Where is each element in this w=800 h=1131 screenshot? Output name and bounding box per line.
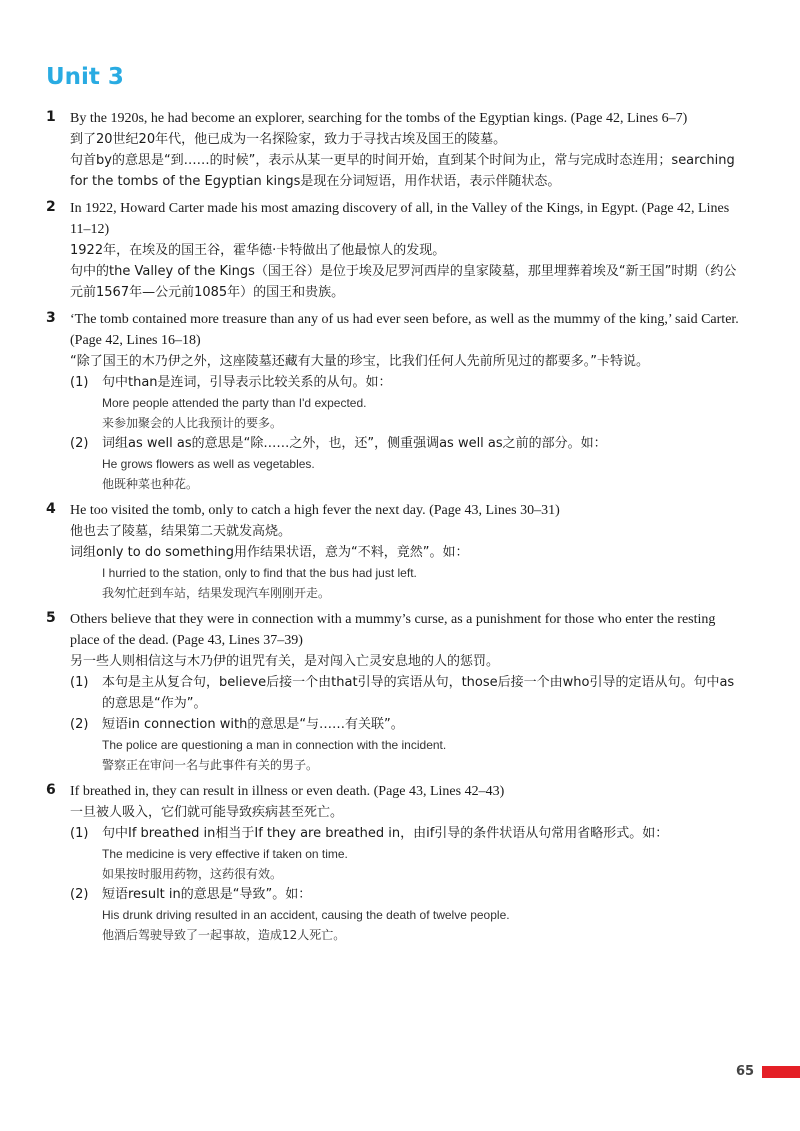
sub-text: 短语in connection with的意思是“与……有关联”。 — [102, 717, 404, 732]
item-number: 2 — [46, 199, 56, 215]
example-chinese: 来参加聚会的人比我预计的要多。 — [102, 416, 283, 430]
page-number: 65 — [736, 1064, 755, 1079]
page-accent-bar — [762, 1066, 800, 1078]
unit-title: Unit 3 — [46, 64, 124, 90]
sub-point — [70, 714, 746, 775]
item-english: Others believe that they were in connection with a mummy’s curse, as a punishment for those who enter the resting place of the dead. (Page 43, Lines 37–39) — [70, 612, 716, 648]
example-chinese: 我匆忙赶到车站，结果发现汽车刚刚开走。 — [102, 586, 331, 600]
example-english: More people attended the party than I'd expected. — [102, 396, 367, 410]
sub-text: 短语result in的意思是“导致”。如： — [102, 887, 312, 902]
example-english: The police are questioning a man in connection with the incident. — [102, 738, 447, 752]
example-chinese: 如果按时服用药物，这药很有效。 — [102, 867, 283, 881]
sub-label: (2) — [70, 887, 89, 902]
sub-label: (1) — [70, 675, 89, 690]
item-2 — [46, 198, 746, 303]
example-block — [70, 563, 746, 603]
sub-label: (2) — [70, 436, 89, 451]
item-3 — [46, 309, 746, 494]
items-list — [46, 108, 746, 951]
example-english: His drunk driving resulted in an accident, causing the death of twelve people. — [102, 908, 510, 922]
item-chinese: 一旦被人吸入，它们就可能导致疾病甚至死亡。 — [70, 805, 344, 820]
example-english: He grows flowers as well as vegetables. — [102, 457, 315, 471]
item-english: If breathed in, they can result in illness or even death. (Page 43, Lines 42–43) — [70, 784, 505, 799]
example-chinese: 他既种菜也种花。 — [102, 477, 199, 491]
example-chinese: 他酒后驾驶导致了一起事故，造成12人死亡。 — [102, 928, 346, 942]
sub-text: 词组as well as的意思是“除……之外，也，还”，侧重强调as well as之前的部分。如： — [102, 436, 607, 451]
sub-point — [70, 884, 746, 945]
sub-text: 句中than是连词，引导表示比较关系的从句。如： — [102, 375, 392, 390]
sub-point — [70, 823, 746, 884]
item-english: ‘The tomb contained more treasure than any of us had ever seen before, as well as the mummy of the king,’ said Carter. (Page 42, Lines 16–18) — [70, 312, 739, 348]
item-number: 3 — [46, 310, 56, 326]
sub-text: 句中If breathed in相当于If they are breathed in，由if引导的条件状语从句常用省略形式。如： — [102, 826, 669, 841]
item-number: 5 — [46, 610, 56, 626]
item-english: He too visited the tomb, only to catch a high fever the next day. (Page 43, Lines 30–31) — [70, 503, 560, 518]
item-chinese: 到了20世纪20年代，他已成为一名探险家，致力于寻找古埃及国王的陵墓。 — [70, 132, 507, 147]
example-english: I hurried to the station, only to find that the bus had just left. — [102, 566, 417, 580]
sub-text: 本句是主从复合句，believe后接一个由that引导的宾语从句，those后接一个由who引导的定语从句。句中as的意思是“作为”。 — [102, 675, 735, 711]
item-6 — [46, 781, 746, 945]
item-chinese: 他也去了陵墓，结果第二天就发高烧。 — [70, 524, 292, 539]
example-english: The medicine is very effective if taken on time. — [102, 847, 348, 861]
item-chinese: 1922年，在埃及的国王谷，霍华德·卡特做出了他最惊人的发现。 — [70, 243, 446, 258]
item-5 — [46, 609, 746, 775]
item-4 — [46, 500, 746, 603]
sub-label: (1) — [70, 375, 89, 390]
sub-point — [70, 433, 746, 494]
item-number: 4 — [46, 501, 56, 517]
item-english: In 1922, Howard Carter made his most amazing discovery of all, in the Valley of the Kings, in Egypt. (Page 42, Lines 11–12) — [70, 201, 730, 237]
item-1 — [46, 108, 746, 192]
item-english: By the 1920s, he had become an explorer, searching for the tombs of the Egyptian kings. (Page 42, Lines 6–7) — [70, 111, 688, 126]
item-note: 句中的the Valley of the Kings（国王谷）是位于埃及尼罗河西岸的皇家陵墓，那里埋葬着埃及“新王国”时期（约公元前1567年—公元前1085年）的国王和贵族。 — [70, 264, 737, 300]
item-note: 句首by的意思是“到……的时候”，表示从某一更早的时间开始，直到某个时间为止，常与完成时态连用；searching for the tombs of the Egyptian kings是现在分词短语，用作状语，表示伴随状态。 — [70, 153, 735, 189]
sub-point — [70, 672, 746, 714]
item-note: 词组only to do something用作结果状语，意为“不料，竟然”。如： — [70, 545, 469, 560]
item-chinese: “除了国王的木乃伊之外，这座陵墓还藏有大量的珍宝，比我们任何人先前所见过的都要多。”卡特说。 — [70, 354, 649, 369]
example-chinese: 警察正在审问一名与此事件有关的男子。 — [102, 758, 319, 772]
sub-label: (1) — [70, 826, 89, 841]
item-number: 1 — [46, 109, 56, 125]
item-chinese: 另一些人则相信这与木乃伊的诅咒有关，是对闯入亡灵安息地的人的惩罚。 — [70, 654, 500, 669]
item-number: 6 — [46, 782, 56, 798]
sub-label: (2) — [70, 717, 89, 732]
sub-point — [70, 372, 746, 433]
